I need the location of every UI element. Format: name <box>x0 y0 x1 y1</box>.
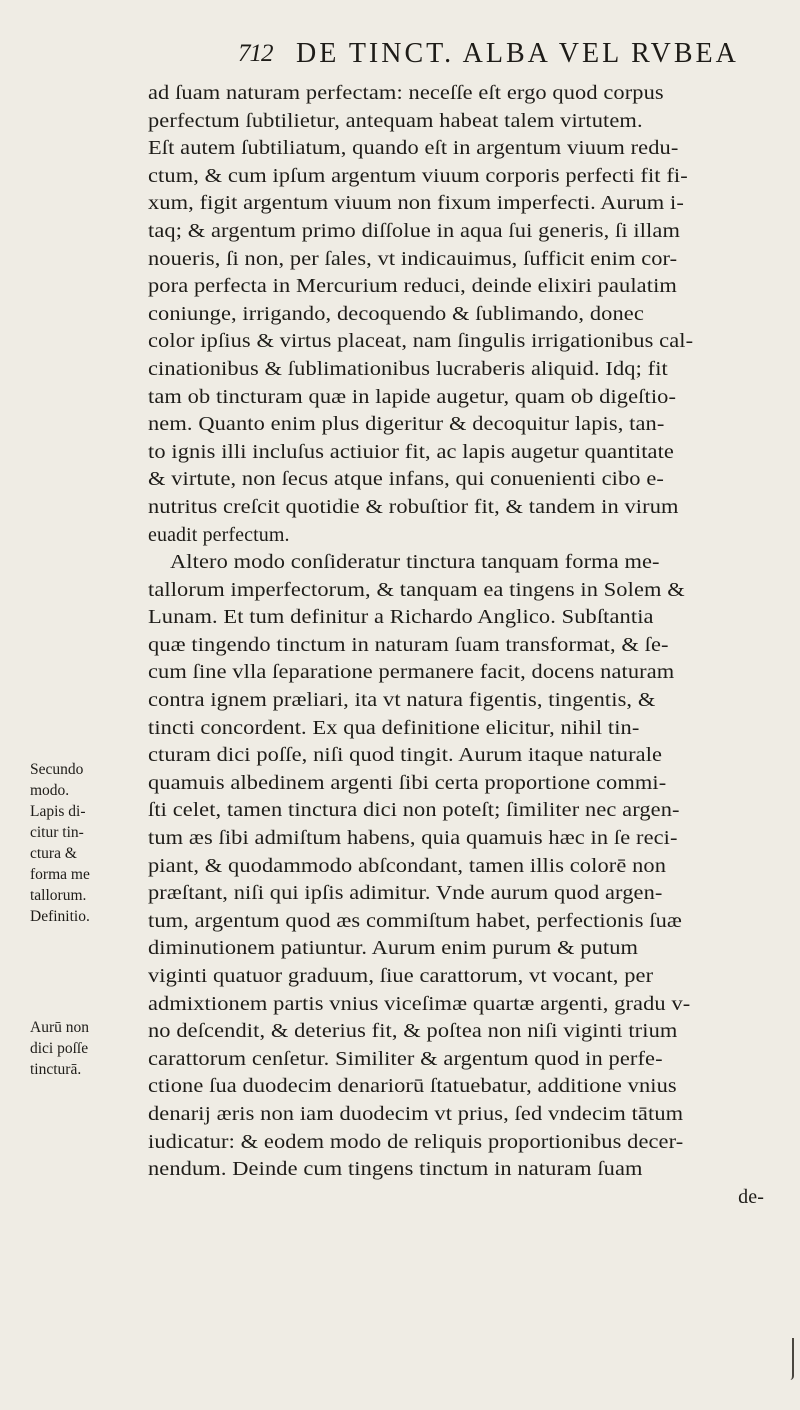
text-line: Eſt autem ſubtiliatum, quando eſt in argentum viuum redu- <box>148 137 679 160</box>
margin-note-line: Lapis di- <box>30 803 86 820</box>
text-line: coniunge, irrigando, decoquendo & ſublimando, donec <box>148 302 644 325</box>
text-line: nutritus creſcit quotidie & robuſtior fit, & tandem in virum <box>148 495 679 518</box>
margin-note-line: ctura & <box>30 845 77 862</box>
margin-note-line: modo. <box>30 782 70 799</box>
text-line: nendum. Deinde cum tingens tinctum in naturam ſuam <box>148 1158 643 1181</box>
margin-note-line: tincturā. <box>30 1061 82 1078</box>
margin-note-line: citur tin- <box>30 824 84 841</box>
text-line: ad ſuam naturam perfectam: neceſſe eſt ergo quod corpus <box>148 82 664 104</box>
margin-note-aurum <box>30 1017 142 1080</box>
text-line: ctione ſua duodecim denariorū ſtatuebatur, additione vnius <box>148 1075 677 1098</box>
page-header <box>238 38 798 72</box>
text-line: contra ignem præliari, ita vt natura figentis, tingentis, & <box>148 689 656 712</box>
text-line: tam ob tincturam quæ in lapide augetur, quam ob digeſtio- <box>148 385 677 408</box>
margin-note-line: Definitio. <box>30 908 90 925</box>
text-line: pora perfecta in Mercurium reduci, deinde elixiri paulatim <box>148 275 677 298</box>
text-line: cinationibus & ſublimationibus lucraberis aliquid. Idq; fit <box>148 357 668 380</box>
text-line: tincti concordent. Ex qua definitione elicitur, nihil tin- <box>148 716 640 739</box>
text-line: perfectum ſubtilietur, antequam habeat talem virtutem. <box>148 109 643 132</box>
paragraph-start-line: Altero modo conſideratur tinctura tanquam forma me- <box>170 551 660 574</box>
text-line: tum æs ſibi admiſtum habens, quia quamuis hæc in ſe reci- <box>148 827 678 850</box>
text-line: denarij æris non iam duodecim vt prius, ſed vndecim tātum <box>148 1102 684 1125</box>
text-line: ſti celet, tamen tinctura dici non poteſt; ſimiliter nec argen- <box>148 799 680 822</box>
text-line: cum ſine vlla ſeparatione permanere facit, docens naturam <box>148 661 675 684</box>
margin-note-line: Aurū non <box>30 1019 89 1036</box>
margin-note-line: tallorum. <box>30 887 87 904</box>
text-line: nem. Quanto enim plus digeritur & decoquitur lapis, tan- <box>148 413 665 436</box>
text-line: color ipſius & virtus placeat, nam ſingulis irrigationibus cal- <box>148 330 694 353</box>
margin-note-line: forma me <box>30 866 90 883</box>
page-edge-mark <box>789 1338 794 1380</box>
text-line: to ignis illi incluſus actiuior fit, ac lapis augetur quantitate <box>148 440 674 463</box>
text-line: quamuis albedinem argenti ſibi certa proportione commi- <box>148 771 667 794</box>
catchword: de- <box>738 1185 764 1208</box>
text-line: præſtant, niſi qui ipſis adimitur. Vnde aurum quod argen- <box>148 882 663 905</box>
text-line: quæ tingendo tinctum in naturam ſuam transformat, & ſe- <box>148 633 669 656</box>
text-line: ctum, & cum ipſum argentum viuum corporis perfecti fit fi- <box>148 164 688 187</box>
text-line: & virtute, non ſecus atque infans, qui conuenienti cibo e- <box>148 468 664 491</box>
text-line: viginti quatuor graduum, ſiue carattorum, vt vocant, per <box>148 965 654 987</box>
margin-note-line: Secundo <box>30 761 84 778</box>
text-line: iudicatur: & eodem modo de reliquis proportionibus decer- <box>148 1130 684 1153</box>
text-line: cturam dici poſſe, niſi quod tingit. Aurum itaque naturale <box>148 744 663 767</box>
margin-note-line: dici poſſe <box>30 1040 89 1057</box>
text-line: tallorum imperfectorum, & tanquam ea tingens in Solem & <box>148 578 685 601</box>
text-line: Lunam. Et tum definitur a Richardo Anglico. Subſtantia <box>148 606 654 629</box>
text-line: noueris, ſi non, per ſales, vt indicauimus, ſufficit enim cor- <box>148 247 678 270</box>
running-title: DE TINCT. ALBA VEL RVBEA <box>296 38 739 69</box>
text-line: no deſcendit, & deterius fit, & poſtea non niſi viginti trium <box>148 1020 678 1043</box>
margin-note-secundo-modo <box>30 759 142 927</box>
text-line: carattorum cenſetur. Similiter & argentum quod in perfe- <box>148 1047 663 1070</box>
text-line: diminutionem patiuntur. Aurum enim purum & putum <box>148 937 639 960</box>
text-line: admixtionem partis vnius viceſimæ quartæ argenti, gradu v- <box>148 992 691 1015</box>
page-number: 712 <box>238 40 273 67</box>
text-line: piant, & quodammodo abſcondant, tamen illis colorē non <box>148 854 667 877</box>
body-text <box>148 80 798 1211</box>
text-line: taq; & argentum primo diſſolue in aqua ſui generis, ſi illam <box>148 219 680 242</box>
text-line: tum, argentum quod æs commiſtum habet, perfectionis ſuæ <box>148 909 682 932</box>
text-line: xum, figit argentum viuum non fixum imperfecti. Aurum i- <box>148 192 684 215</box>
text-line: euadit perfectum. <box>148 523 290 546</box>
